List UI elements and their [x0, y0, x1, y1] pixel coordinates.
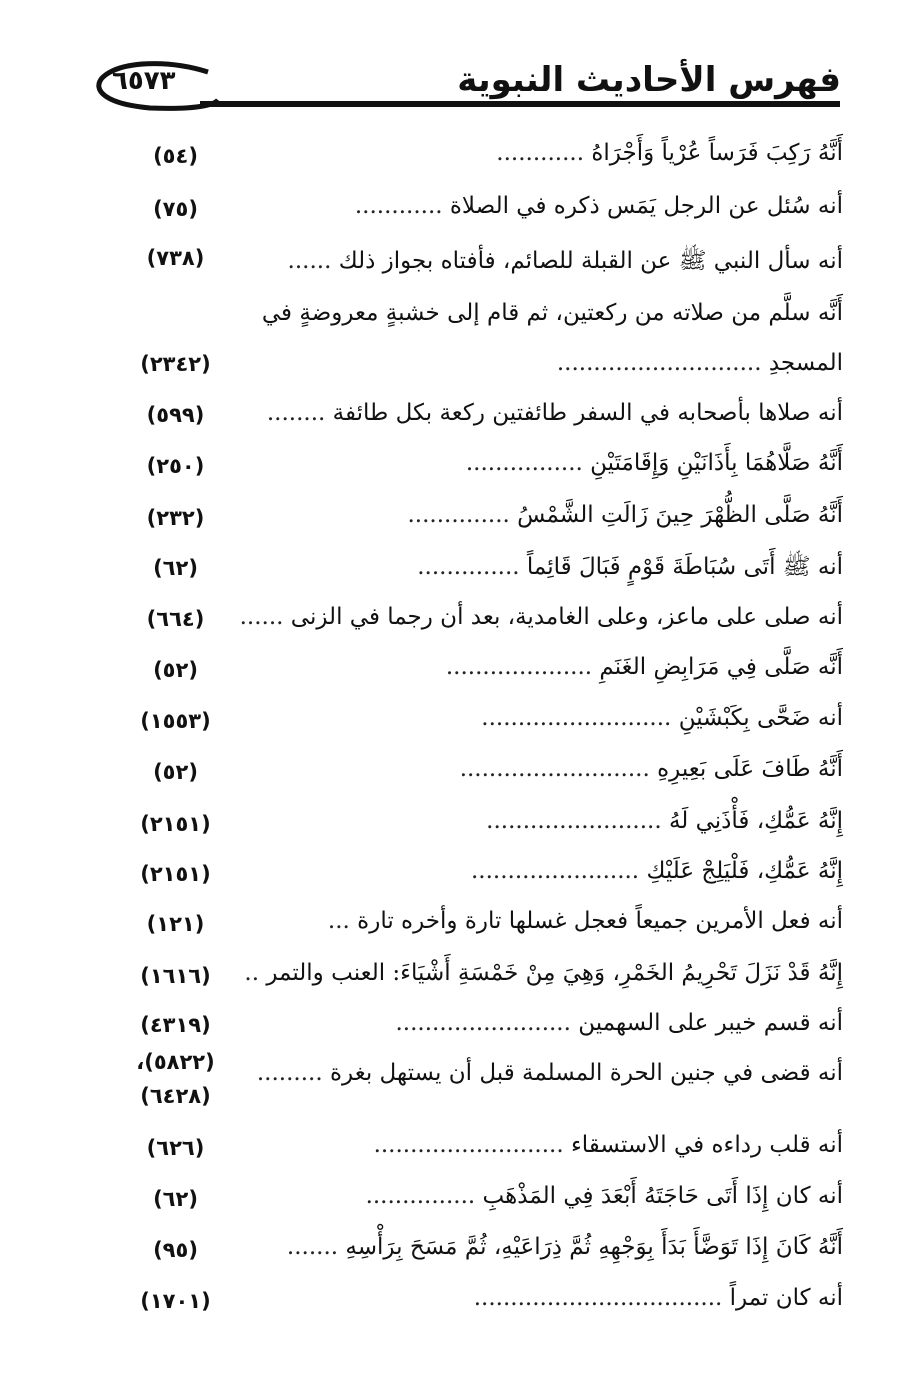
entry-text: المسجدِ ............................ [556, 350, 843, 376]
entry-reference: (١٥٥٣) [140, 709, 211, 733]
entry-text: أنه صلاها بأصحابه في السفر طائفتين ركعة بكل طائفة ........ [266, 400, 843, 426]
entry-text: أَنَّهُ رَكِبَ فَرَساً عُرْياً وَأَجْرَاهُ ............ [496, 140, 843, 166]
entry-text: إِنَّهُ عَمُّكِ، فَأْذَنِي لَهُ ........................ [486, 808, 843, 834]
entry-text: أَنَّه صَلَّى فِي مَرَابِضِ الغَنَمِ .................... [445, 654, 843, 680]
entry-reference: (٦٦٤) [146, 607, 205, 631]
entry-text: أنه سأل النبي ﷺ عن القبلة للصائم، فأفتاه بجواز ذلك ...... [287, 248, 843, 274]
entry-reference: (١٦١٦) [140, 964, 211, 988]
entry-reference: (٥٨٢٢)، [136, 1050, 215, 1074]
entry-text: إِنَّهُ قَدْ نَزَلَ تَحْرِيمُ الخَمْرِ، وَهِيَ مِنْ خَمْسَةِ أَشْيَاءَ: العنب والتمر .. [244, 960, 843, 986]
entry-reference: (٦٢) [153, 1187, 198, 1211]
entry-reference: (٥٢) [153, 760, 198, 784]
entry-reference: (٢٥٠) [146, 454, 205, 478]
entry-reference: (٦٢٦) [146, 1136, 205, 1160]
entry-text: أنه صلى على ماعز، وعلى الغامدية، بعد أن رجما في الزنى ...... [239, 604, 843, 630]
entry-text: أنه سُئل عن الرجل يَمَس ذكره في الصلاة ............ [354, 193, 843, 219]
entry-reference: (١٧٠١) [140, 1289, 211, 1313]
entry-text: أَنَّهُ صَلَّاهُمَا بِأَذَانَيْنِ وَإِقَامَتَيْنِ ................ [465, 450, 843, 476]
entry-text: أنه كان تمراً .................................. [473, 1285, 843, 1311]
entry-text: أنه ﷺ أَتَى سُبَاطَةَ قَوْمٍ فَبَالَ قَائِماً .............. [417, 554, 843, 580]
entry-text: إِنَّهُ عَمُّكِ، فَلْيَلِجْ عَلَيْكِ ....................... [470, 858, 843, 884]
entry-reference: (٥٢) [153, 658, 198, 682]
entry-text: أنه قلب رداءه في الاستسقاء .......................... [373, 1132, 843, 1158]
entry-reference: (٢٣٢) [146, 506, 205, 530]
entry-text: أنه ضَحَّى بِكَبْشَيْنِ .......................... [481, 705, 843, 731]
entry-reference: (٢١٥١) [140, 862, 211, 886]
page-title: فهرس الأحاديث النبوية [457, 60, 841, 100]
entry-text: أنه فعل الأمرين جميعاً فعجل غسلها تارة وأخره تارة ... [327, 908, 843, 934]
entry-text: أَنَّهُ صَلَّى الظُّهْرَ حِينَ زَالَتِ الشَّمْسُ .............. [407, 502, 843, 528]
page-number: ٦٥٧٣ [112, 66, 176, 96]
entry-reference: (٧٣٨) [146, 246, 205, 270]
entry-reference: (٢١٥١) [140, 812, 211, 836]
entry-reference: (٢٣٤٢) [140, 352, 211, 376]
entry-text: أَنَّهُ طَافَ عَلَى بَعِيرِهِ .......................... [459, 756, 843, 782]
entry-reference: (٧٥) [153, 197, 198, 221]
entry-text: أنه قسم خيبر على السهمين ........................ [395, 1010, 843, 1036]
entry-text: أَنَّهُ كَانَ إِذَا تَوَضَّأَ بَدَأَ بِوَجْهِهِ ثُمَّ ذِرَاعَيْهِ، ثُمَّ مَسَحَ بِرَأْسِهِ ....... [286, 1234, 843, 1260]
entry-text: أنه كان إِذَا أَتَى حَاجَتَهُ أَبْعَدَ فِي المَذْهَبِ ............... [365, 1183, 843, 1209]
entry-reference: (٥٩٩) [146, 403, 205, 427]
entry-text: أَنَّه سلَّم من صلاته من ركعتين، ثم قام إلى خشبةٍ معروضةٍ في [261, 300, 843, 326]
entry-reference: (٥٤) [153, 144, 198, 168]
entry-reference: (٤٣١٩) [140, 1013, 211, 1037]
entry-reference: (٦٢) [153, 556, 198, 580]
entry-reference: (٦٤٢٨) [140, 1084, 211, 1108]
entry-text: أنه قضى في جنين الحرة المسلمة قبل أن يستهل بغرة ......... [256, 1060, 843, 1086]
entry-reference: (١٢١) [146, 912, 205, 936]
entry-reference: (٩٥) [153, 1238, 198, 1262]
